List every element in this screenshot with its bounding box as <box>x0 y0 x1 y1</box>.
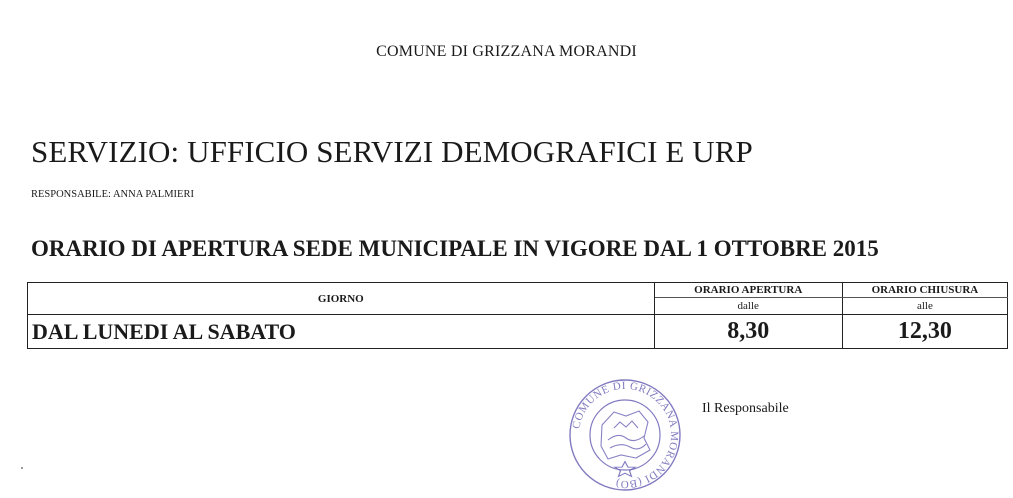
column-subheader-closing: alle <box>842 298 1007 315</box>
column-header-day: GIORNO <box>28 283 655 315</box>
service-manager: RESPONSABILE: ANNA PALMIERI <box>31 189 194 200</box>
column-header-closing: ORARIO CHIUSURA <box>842 283 1007 298</box>
signature-label: Il Responsabile <box>702 401 789 416</box>
table-row <box>28 315 1008 349</box>
column-header-opening: ORARIO APERTURA <box>654 283 842 298</box>
svg-text:COMUNE DI GRIZZANA MORANDI (BO: COMUNE DI GRIZZANA MORANDI (BO) <box>570 379 681 491</box>
row-opening-time: 8,30 <box>654 315 842 349</box>
municipality-header: COMUNE DI GRIZZANA MORANDI <box>376 43 637 60</box>
opening-hours-table <box>27 282 1008 349</box>
row-day-range: DAL LUNEDI AL SABATO <box>28 315 655 349</box>
row-closing-time: 12,30 <box>842 315 1007 349</box>
column-subheader-opening: dalle <box>654 298 842 315</box>
municipal-stamp-icon <box>566 378 684 492</box>
scan-speck <box>21 467 23 469</box>
schedule-title: ORARIO DI APERTURA SEDE MUNICIPALE IN VIGORE DAL 1 OTTOBRE 2015 <box>31 236 879 261</box>
service-title: SERVIZIO: UFFICIO SERVIZI DEMOGRAFICI E URP <box>31 134 753 169</box>
table-header-row <box>28 283 1008 298</box>
